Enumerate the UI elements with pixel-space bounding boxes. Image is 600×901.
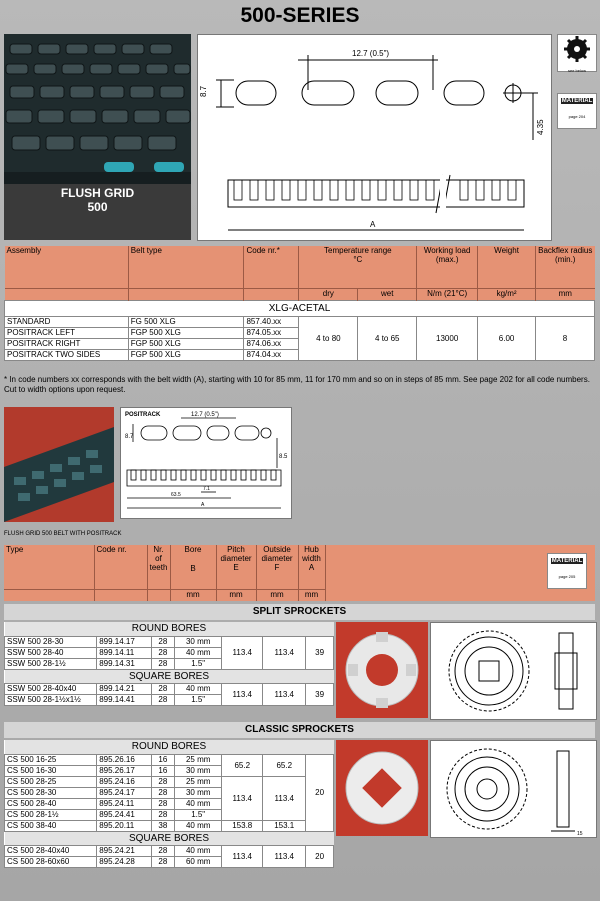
unit-load: N/m (21°C) [417,288,478,300]
photo-caption-line1: FLUSH GRID [60,186,135,200]
split-row-type: SSW 500 28-30 [5,636,97,647]
classic-row-bore: 25 mm [175,776,222,787]
row-assembly: POSITRACK LEFT [5,327,129,338]
sprocket-table-header [4,545,595,601]
classic-row-bore: 40 mm [175,845,222,856]
hub-dim-label: 15 [577,831,583,837]
classic-row-code: 895.20.11 [97,820,151,831]
split-row-code: 899.14.21 [97,683,151,694]
width-label: A [370,220,376,229]
positrack-w: A [201,502,205,508]
col-load: Working load (max.) [417,246,478,288]
shared-backflex: 8 [536,316,595,360]
split-row-type: SSW 500 28-40 [5,647,97,658]
classic-row-teeth: 28 [151,845,175,856]
classic-g28-pitch: 113.4 [222,776,263,820]
classic-round-hub: 20 [306,754,334,831]
col-hub: Hub width A [298,545,325,589]
row-assembly: POSITRACK RIGHT [5,338,129,349]
col-pitch: Pitch diameter E [216,545,256,589]
sprocket-icon-caption: see below [567,68,586,73]
split-row-bore: 1.5" [175,694,222,705]
row-assembly: POSITRACK TWO SIDES [5,349,129,360]
row-belt: FGP 500 XLG [128,327,244,338]
split-sprocket-photo [336,622,428,718]
split-sprocket-drawing [430,622,597,720]
classic-square-bores: SQUARE BORES [5,831,334,845]
classic-row-teeth: 28 [151,787,175,798]
row-code: 874.05.xx [244,327,299,338]
material-icon: MATERIAL [561,98,593,104]
split-sprocket-photo-image [336,622,428,718]
col-teeth: Nr. of teeth [147,545,170,589]
split-square-outside: 113.4 [263,683,306,705]
split-row-teeth: 28 [151,694,175,705]
col-outside: Outside diameter F [256,545,298,589]
material-band: XLG-ACETAL [5,300,595,316]
row-code: 874.04.xx [244,349,299,360]
positrack-pitch: 12.7 (0.5") [191,412,219,418]
split-row-bore: 30 mm [175,636,222,647]
col-code: Code nr. [94,545,147,589]
positrack-label: POSITRACK [125,412,161,418]
positrack-caption: FLUSH GRID 500 BELT WITH POSITRACK [4,531,122,537]
split-row-teeth: 28 [151,636,175,647]
row-code: 874.06.xx [244,338,299,349]
unit-wet: wet [358,288,417,300]
classic-sprocket-photo-image [336,740,428,836]
classic-square-outside: 113.4 [263,845,306,867]
classic-row-type: CS 500 28-40x40 [5,845,97,856]
classic-sprockets-title: CLASSIC SPROCKETS [4,722,595,738]
footnote: * In code numbers xx corresponds with the belt width (A), starting with 10 for 85 mm, 11 for 170 mm and so on in steps of 85 mm. See page 202 for all code numbers. Cut to width options upon request. [4,375,590,394]
classic-row-teeth: 16 [151,754,175,765]
classic-row-code: 895.26.17 [97,765,151,776]
material-page-2: page 205 [558,574,576,579]
split-row-type: SSW 500 28-40x40 [5,683,97,694]
classic-row-code: 895.24.41 [97,809,151,820]
classic-g38-pitch: 153.8 [222,820,263,831]
split-row-teeth: 28 [151,647,175,658]
belt-drawing [197,34,552,241]
header-blank [325,545,595,601]
material-icon-box-2 [547,553,587,589]
split-square-pitch: 113.4 [222,683,263,705]
split-round-bores: ROUND BORES [5,622,334,636]
classic-row-code: 895.24.11 [97,798,151,809]
side-label: 4.35 [536,119,545,135]
split-row-code: 899.14.11 [97,647,151,658]
unit-weight: kg/m² [478,288,536,300]
split-row-code: 899.14.41 [97,694,151,705]
unit-backflex: mm [536,288,595,300]
classic-row-teeth: 28 [151,856,175,867]
shared-dry: 4 to 80 [299,316,358,360]
positrack-drawing [120,407,292,519]
classic-row-bore: 30 mm [175,765,222,776]
classic-g16-outside: 65.2 [263,754,306,776]
split-row-type: SSW 500 28-1½ [5,658,97,669]
row-assembly: STANDARD [5,316,129,327]
shared-wet: 4 to 65 [358,316,417,360]
split-table [4,622,334,706]
col-belt-type: Belt type [128,246,244,288]
classic-row-code: 895.24.17 [97,787,151,798]
split-sprockets-title: SPLIT SPROCKETS [4,604,595,620]
classic-row-teeth: 38 [151,820,175,831]
col-weight: Weight [478,246,536,288]
split-round-pitch: 113.4 [222,636,263,669]
positrack-d1: 7.1 [203,486,210,492]
page-title: 500-SERIES [240,4,360,27]
classic-row-type: CS 500 16-25 [5,754,97,765]
unit-bore: mm [170,589,216,601]
classic-g28-outside: 113.4 [263,776,306,820]
classic-row-type: CS 500 28-40 [5,798,97,809]
positrack-drawing-svg [121,408,291,518]
classic-square-hub: 20 [306,845,334,867]
belt-drawing-svg [198,35,551,240]
split-row-teeth: 28 [151,658,175,669]
split-round-outside: 113.4 [263,636,306,669]
classic-row-code: 895.24.16 [97,776,151,787]
col-assembly: Assembly [6,246,42,255]
split-square-hub: 39 [306,683,334,705]
row-belt: FG 500 XLG [128,316,244,327]
classic-row-code: 895.24.28 [97,856,151,867]
col-code: Code nr.* [244,246,299,288]
positrack-photo-image [4,407,114,522]
split-row-bore: 40 mm [175,647,222,658]
unit-outside: mm [256,589,298,601]
split-row-type: SSW 500 28-1½x1½ [5,694,97,705]
unit-hub: mm [298,589,325,601]
positrack-d2: 63.5 [171,492,181,498]
unit-pitch: mm [216,589,256,601]
row-belt: FGP 500 XLG [128,338,244,349]
belt-photo-image [4,34,191,184]
col-type: Type [6,545,24,554]
row-code: 857.40.xx [244,316,299,327]
classic-row-type: CS 500 28-60x60 [5,856,97,867]
shared-load: 13000 [417,316,478,360]
classic-g38-outside: 153.1 [263,820,306,831]
classic-row-code: 895.24.21 [97,845,151,856]
classic-row-type: CS 500 28-30 [5,787,97,798]
pitch-label: 12.7 (0.5") [352,49,390,58]
classic-row-bore: 25 mm [175,754,222,765]
material-icon-2: MATERIAL [551,558,583,564]
classic-row-type: CS 500 38-40 [5,820,97,831]
photo-caption-line2: 500 [87,200,108,214]
classic-row-type: CS 500 16-30 [5,765,97,776]
material-page: page 204 [568,114,586,119]
classic-round-bores: ROUND BORES [5,740,334,754]
classic-row-bore: 40 mm [175,798,222,809]
col-backflex: Backflex radius (min.) [536,246,595,288]
classic-g16-pitch: 65.2 [222,754,263,776]
classic-row-teeth: 28 [151,776,175,787]
classic-row-teeth: 28 [151,798,175,809]
belt-table [4,246,595,361]
classic-row-bore: 30 mm [175,787,222,798]
sprocket-icon-box [557,34,597,72]
classic-sprocket-drawing [430,740,597,838]
classic-sprocket-photo [336,740,428,836]
classic-row-bore: 40 mm [175,820,222,831]
split-row-bore: 40 mm [175,683,222,694]
unit-dry: dry [299,288,358,300]
row-belt: FGP 500 XLG [128,349,244,360]
positrack-h2: 8.5 [279,454,288,460]
belt-photo [4,34,191,240]
material-icon-box [557,93,597,129]
classic-row-bore: 1.5" [175,809,222,820]
split-row-teeth: 28 [151,683,175,694]
height-label: 8.7 [199,85,208,97]
col-bore: Bore B [170,545,216,589]
split-sprocket-drawing-svg [431,623,596,719]
split-row-bore: 1.5" [175,658,222,669]
shared-weight: 6.00 [478,316,536,360]
split-square-bores: SQUARE BORES [5,669,334,683]
classic-sprocket-drawing-svg [431,741,596,837]
positrack-h1: 8.7 [125,434,134,440]
classic-table [4,740,334,868]
col-temp: Temperature range °C [299,246,417,288]
classic-square-pitch: 113.4 [222,845,263,867]
classic-row-type: CS 500 28-1½ [5,809,97,820]
classic-row-code: 895.26.16 [97,754,151,765]
positrack-photo [4,407,114,522]
sprocket-icon [558,35,596,63]
split-row-code: 899.14.31 [97,658,151,669]
split-round-hub: 39 [306,636,334,669]
classic-row-bore: 60 mm [175,856,222,867]
split-row-code: 899.14.17 [97,636,151,647]
classic-row-type: CS 500 28-25 [5,776,97,787]
classic-row-teeth: 28 [151,809,175,820]
classic-row-teeth: 16 [151,765,175,776]
